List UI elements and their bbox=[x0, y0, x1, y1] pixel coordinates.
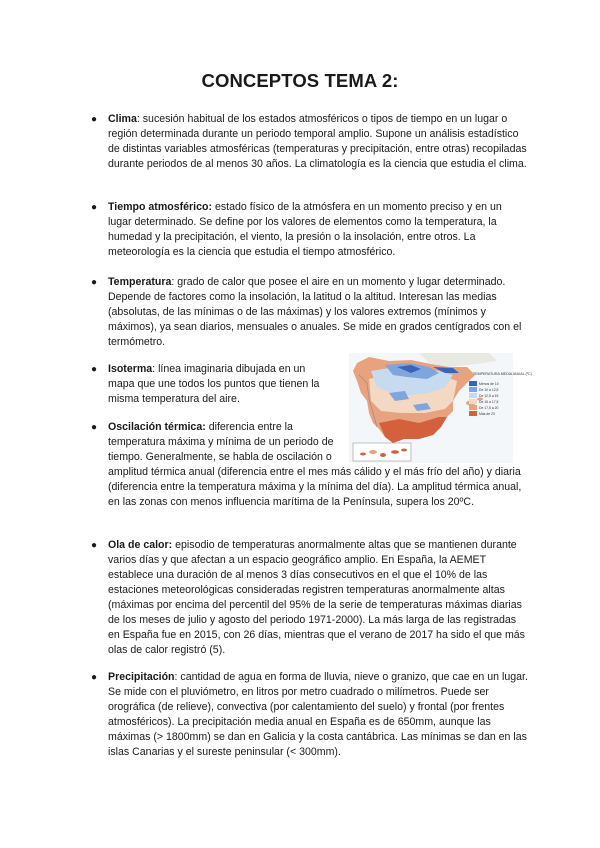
term-tiempo-atmosferico: Tiempo atmosférico: bbox=[108, 201, 212, 213]
bullet-icon: ● bbox=[91, 277, 98, 288]
map-legend-title: TEMPERATURA MEDIA ANUAL (ºC) bbox=[473, 372, 532, 376]
legend-swatch-3 bbox=[469, 399, 477, 404]
definition-oscilacion-termica: diferencia entre la temperatura máxima y mínima de un periodo de tiempo. Generalmente, se habla de oscilación o amplitud térmica anual (diferencia entre el mes más cálido y el más frío del año) y diaria (diferencia entre la temperatura máxima y la mínima del día). La amplitud térmica anual, en las zonas con menos influencia marítima de la Península, supera los 20ºC. bbox=[108, 421, 522, 508]
bullet-icon: ● bbox=[91, 672, 98, 683]
definition-temperatura: grado de calor que posee el aire en un momento y lugar determinado. Depende de factores como la insolación, la latitud o la altitud. Interesan las medias (absolutas, de las mínimas o de las máximas) y los valores extremos (mínimos y máximos), ya sean diarios, mensuales o anuales. Se mide en grados centígrados con el termómetro. bbox=[108, 276, 522, 348]
definition-precipitacion: cantidad de agua en forma de lluvia, nieve o granizo, que cae en un lugar. Se mide con el pluviómetro, en litros por metro cuadrado o milímetros. Puede ser orográfica (de relieve), convectiva (por calentamiento del suelo) y frontal (por frentes atmosféricos). La precipitación media anual en España es de 650mm, aunque las máximas (> 1800mm) se dan en Galicia y la costa cantábrica. Las mínimas se dan en las islas Canarias y el sureste peninsular (< 300mm). bbox=[108, 671, 528, 758]
bullet-icon: ● bbox=[91, 114, 98, 125]
legend-swatch-0 bbox=[469, 381, 477, 386]
section-temperatura bbox=[91, 275, 528, 350]
map-wrap-spacer bbox=[340, 420, 528, 465]
legend-swatch-4 bbox=[469, 405, 477, 410]
term-oscilacion-termica: Oscilación térmica: bbox=[108, 421, 206, 433]
definition-clima: sucesión habitual de los estados atmosféricos o tipos de tiempo en un lugar o región determinada durante un periodo temporal amplio. Supone un análisis estadístico de distintas variables atmosféricas (temperaturas y precipitación, entre otras) recopiladas durante periodos de al menos 30 años. La climatología es la ciencia que estudia el clima. bbox=[108, 113, 527, 170]
term-clima: Clima bbox=[108, 113, 137, 125]
definition-tiempo-atmosferico: estado físico de la atmósfera en un momento preciso y en un lugar determinado. Se define por los valores de elementos como la temperatura, la humedad y la precipitación, el viento, la presión o la insolación, entre otros. La meteorología es la ciencia que estudia el tiempo atmosférico. bbox=[108, 201, 502, 258]
section-isoterma bbox=[91, 362, 333, 407]
page-title: CONCEPTOS TEMA 2: bbox=[201, 70, 399, 91]
section-ola-de-calor bbox=[91, 538, 528, 658]
section-oscilacion-termica bbox=[91, 420, 528, 510]
bullet-icon: ● bbox=[91, 364, 98, 375]
section-precipitacion bbox=[91, 670, 528, 760]
bullet-icon: ● bbox=[91, 540, 98, 551]
term-isoterma: Isoterma bbox=[108, 363, 153, 375]
legend-swatch-2 bbox=[469, 393, 477, 398]
separator: : bbox=[174, 671, 178, 683]
legend-label-5: Más de 20 bbox=[479, 412, 495, 416]
bullet-icon: ● bbox=[91, 202, 98, 213]
legend-label-1: De 10 a 12,5 bbox=[479, 388, 499, 392]
separator: : bbox=[152, 363, 156, 375]
separator: : bbox=[171, 276, 175, 288]
legend-label-0: Menos de 10 bbox=[479, 382, 499, 386]
section-tiempo-atmosferico bbox=[91, 200, 528, 260]
legend-label-3: De 15 a 17,5 bbox=[479, 400, 499, 404]
term-precipitacion: Precipitación bbox=[108, 671, 175, 683]
legend-swatch-1 bbox=[469, 387, 477, 392]
legend-swatch-5 bbox=[469, 411, 477, 416]
section-clima bbox=[91, 112, 528, 172]
bullet-icon: ● bbox=[91, 422, 98, 433]
term-ola-de-calor: Ola de calor: bbox=[108, 539, 173, 551]
legend-label-4: De 17,5 a 20 bbox=[479, 406, 499, 410]
definition-isoterma: línea imaginaria dibujada en un mapa que une todos los puntos que tienen la misma temperatura del aire. bbox=[108, 363, 320, 405]
term-temperatura: Temperatura bbox=[108, 276, 172, 288]
definition-ola-de-calor: episodio de temperaturas anormalmente altas que se mantienen durante varios días y que afectan a un espacio geográfico amplio. En España, la AEMET establece una duración de al menos 3 días consecutivos en el que el 10% de las estaciones meteorológicas consideradas registren temperaturas anormalmente altas (máximas por encima del percentil del 95% de la serie de temperaturas máximas diarias de los meses de julio y agosto del periodo 1971-2000). La más larga de las registradas en España fue en 2015, con 26 días, mientras que el verano de 2017 ha sido el que más olas de calor registró (5). bbox=[108, 539, 525, 656]
separator: : bbox=[136, 113, 140, 125]
legend-label-2: De 12,5 a 15 bbox=[479, 394, 499, 398]
